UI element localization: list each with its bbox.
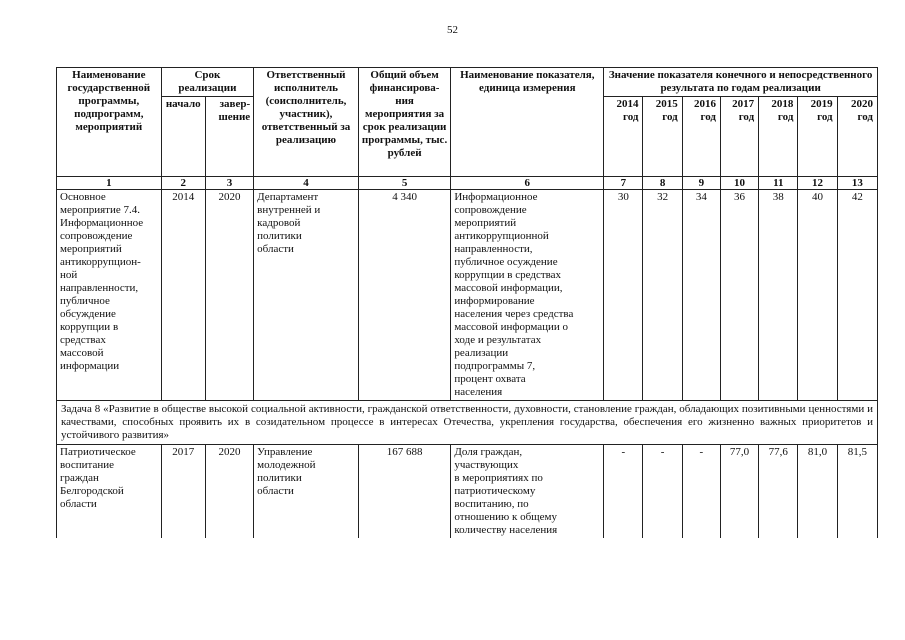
row1-funding: 4 340: [358, 190, 451, 401]
header-period: Срок реализации: [161, 68, 254, 97]
row2-funding: 167 688: [358, 445, 451, 539]
row1-executor: Департамент внутренней и кадровой политики области: [254, 190, 359, 401]
col-number: 11: [759, 177, 798, 190]
header-year-2017: 2017 год: [720, 97, 758, 177]
row2-value-2015: -: [643, 445, 682, 539]
row2-name: Патриотическое воспитание граждан Белгородской области: [57, 445, 162, 539]
row2-value-2020: 81,5: [837, 445, 877, 539]
col-number: 4: [254, 177, 359, 190]
header-program-name: Наименование государственной программы, подпрограмм, мероприятий: [57, 68, 162, 177]
row1-value-2014: 30: [604, 190, 643, 401]
table-row: [57, 190, 878, 401]
header-year-2018: 2018 год: [759, 97, 798, 177]
col-number: 13: [837, 177, 877, 190]
row2-value-2014: -: [604, 445, 643, 539]
col-number: 7: [604, 177, 643, 190]
row2-indicator: Доля граждан, участвующих в мероприятиях по патриотическому воспитанию, по отношению к общему количеству населения: [451, 445, 604, 539]
header-year-2015: 2015 год: [643, 97, 682, 177]
row2-start: 2017: [161, 445, 205, 539]
row1-value-2017: 36: [720, 190, 758, 401]
row1-value-2015: 32: [643, 190, 682, 401]
col-number: 3: [205, 177, 253, 190]
row1-value-2020: 42: [837, 190, 877, 401]
row1-value-2019: 40: [798, 190, 837, 401]
row1-name: Основное мероприятие 7.4. Информационное сопровождение мероприятий антикоррупцион- ной направленности, публичное обсуждение коррупции в средствах массовой информации: [57, 190, 162, 401]
row2-value-2018: 77,6: [759, 445, 798, 539]
header-year-2020: 2020 год: [837, 97, 877, 177]
col-number: 6: [451, 177, 604, 190]
header-executor: Ответственный исполнитель (соисполнитель, участник), ответственный за реализацию: [254, 68, 359, 177]
col-number: 5: [358, 177, 451, 190]
col-number: 2: [161, 177, 205, 190]
header-end: завер- шение: [205, 97, 253, 177]
task-row: [57, 401, 878, 445]
row2-value-2017: 77,0: [720, 445, 758, 539]
col-number: 10: [720, 177, 758, 190]
col-number: 12: [798, 177, 837, 190]
row2-executor: Управление молодежной политики области: [254, 445, 359, 539]
row2-end: 2020: [205, 445, 253, 539]
row2-value-2016: -: [682, 445, 720, 539]
header-year-2014: 2014 год: [604, 97, 643, 177]
row2-value-2019: 81,0: [798, 445, 837, 539]
col-number: 1: [57, 177, 162, 190]
header-row-1: [57, 68, 878, 97]
program-table: [56, 67, 878, 538]
row1-start: 2014: [161, 190, 205, 401]
header-year-2019: 2019 год: [798, 97, 837, 177]
task-8-text: Задача 8 «Развитие в обществе высокой социальной активности, гражданской ответственности, духовности, становление граждан, обладающих позитивными ценностями и качествами, способных проявить их в созидательном процессе в интересах Отечества, укрепления государства, обеспечения его жизненно важных приоритетов и устойчивого развития»: [57, 401, 878, 445]
page-number: 52: [447, 24, 458, 36]
header-funding: Общий объем финансирова- ния мероприятия за срок реализации программы, тыс. рублей: [358, 68, 451, 177]
header-indicator: Наименование показателя, единица измерения: [451, 68, 604, 177]
column-number-row: [57, 177, 878, 190]
row1-indicator: Информационное сопровождение мероприятий антикоррупционной направленности, публичное осуждение коррупции в средствах массовой информации, информирование населения через средства массовой информации о ходе и результатах реализации подпрограммы 7, процент охвата населения: [451, 190, 604, 401]
row1-end: 2020: [205, 190, 253, 401]
row1-value-2018: 38: [759, 190, 798, 401]
row1-value-2016: 34: [682, 190, 720, 401]
header-values: Значение показателя конечного и непосредственного результата по годам реализации: [604, 68, 878, 97]
table-row: [57, 445, 878, 539]
col-number: 8: [643, 177, 682, 190]
header-year-2016: 2016 год: [682, 97, 720, 177]
col-number: 9: [682, 177, 720, 190]
header-start: начало: [161, 97, 205, 177]
